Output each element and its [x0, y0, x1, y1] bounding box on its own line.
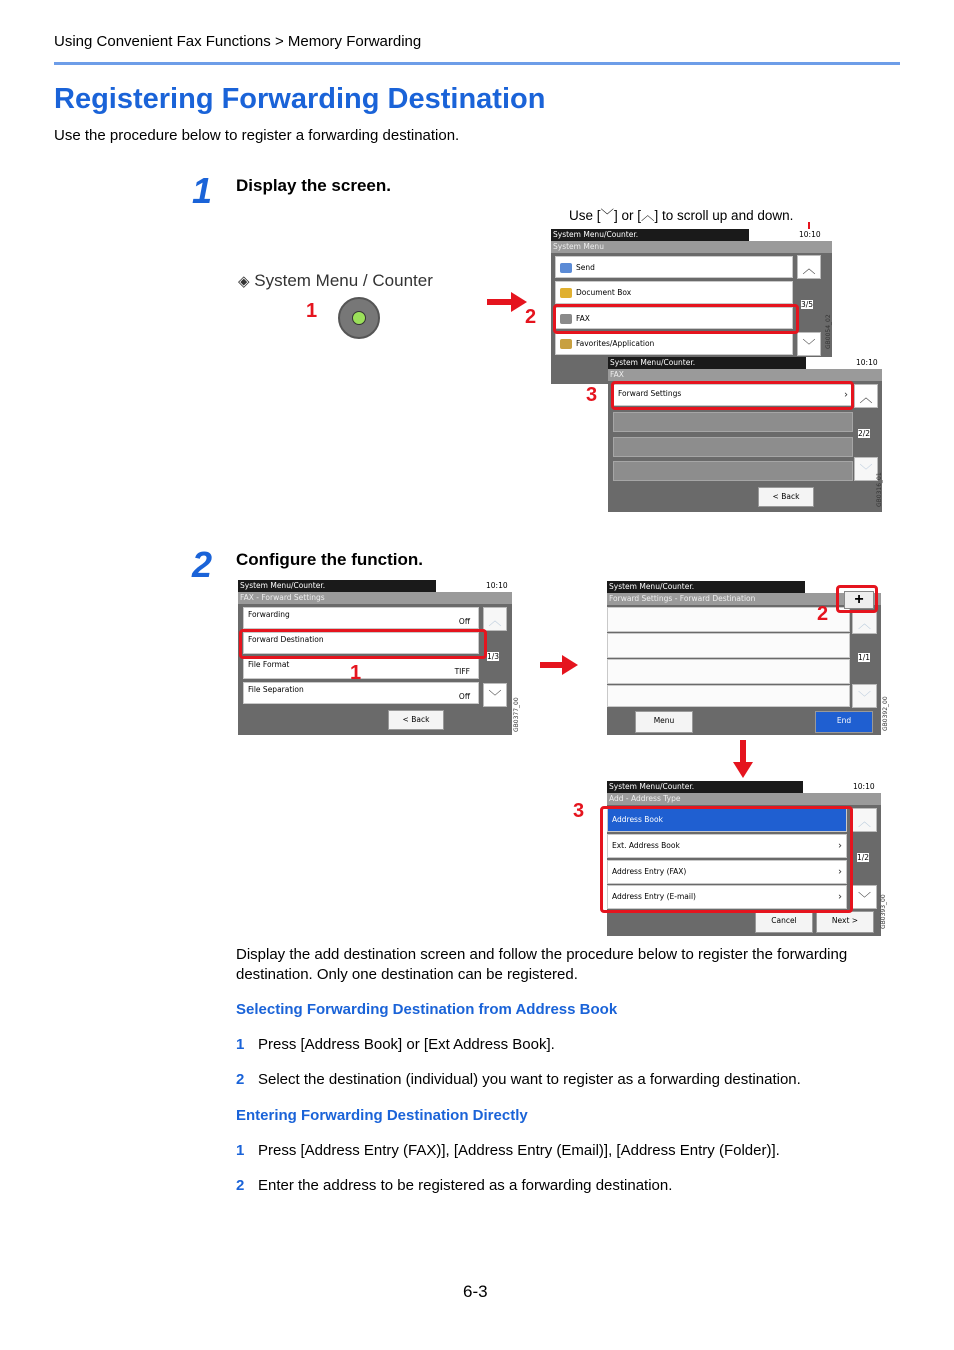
- menu-item-send[interactable]: Send: [555, 256, 793, 278]
- highlight-forward-settings: [611, 381, 854, 410]
- screen-time: 10:10: [853, 782, 875, 791]
- chevron-up-icon: ︿: [859, 390, 873, 406]
- system-menu-key-button[interactable]: [338, 297, 380, 339]
- list-item: 2 Select the destination (individual) you want to register as a forwarding destination.: [236, 1071, 801, 1088]
- scroll-hint: Use [﹀] or [︿] to scroll up and down.: [569, 208, 794, 223]
- image-code: GB0377_00: [513, 697, 520, 732]
- screen-title: System Menu/Counter.: [551, 229, 749, 241]
- section-heading-direct-entry: Entering Forwarding Destination Directly: [236, 1107, 528, 1124]
- page-indicator: 1/3: [487, 652, 500, 661]
- highlight-add-button: [836, 585, 878, 613]
- scroll-down-button[interactable]: [852, 885, 877, 909]
- step-1-title: Display the screen.: [236, 176, 391, 195]
- arrow-right-icon: [540, 655, 578, 675]
- list-item: 1 Press [Address Entry (FAX)], [Address Entry (Email)], [Address Entry (Folder)].: [236, 1142, 780, 1159]
- back-button[interactable]: < Back: [388, 710, 444, 730]
- image-code: GB0392_00: [882, 696, 889, 731]
- end-button[interactable]: End: [815, 711, 873, 733]
- callout-2: 2: [525, 306, 537, 328]
- ext-address-book-option[interactable]: Ext. Address Book ›: [607, 834, 847, 858]
- scroll-up-button[interactable]: [483, 607, 507, 631]
- screen-time: 10:10: [856, 358, 878, 367]
- setting-forward-destination[interactable]: Forward Destination: [243, 632, 479, 654]
- scroll-down-button[interactable]: [483, 683, 507, 707]
- screen-title: System Menu/Counter.: [607, 781, 803, 793]
- add-destination-button[interactable]: +: [844, 591, 874, 609]
- scroll-down-button[interactable]: [852, 684, 877, 708]
- step-2-number: 2: [192, 544, 213, 585]
- send-icon: [560, 263, 572, 273]
- step-2-title: Configure the function.: [236, 550, 423, 569]
- screen-subtitle: System Menu: [551, 241, 832, 253]
- image-code: GB0316_01: [876, 472, 883, 507]
- image-code: GB0393_00: [880, 894, 887, 929]
- chevron-up-icon: ︿: [488, 613, 502, 629]
- favorites-icon: [560, 339, 572, 349]
- arrow-down-icon: [733, 740, 753, 778]
- arrow-right-icon: [487, 292, 527, 312]
- chevron-right-icon: ›: [838, 866, 842, 878]
- highlight-fax: [553, 304, 799, 334]
- list-item: 1 Press [Address Book] or [Ext Address Book].: [236, 1036, 555, 1053]
- chevron-right-icon: ›: [838, 891, 842, 903]
- callout-1: 1: [306, 300, 318, 322]
- screen-title: System Menu/Counter.: [607, 581, 805, 593]
- breadcrumb: Using Convenient Fax Functions > Memory Forwarding: [54, 33, 422, 50]
- callout-3: 3: [573, 800, 585, 822]
- system-menu-key-label: ◈ System Menu / Counter: [238, 271, 433, 290]
- step-1-number: 1: [192, 170, 213, 211]
- scroll-up-button[interactable]: [854, 384, 878, 408]
- destination-row[interactable]: [607, 659, 850, 684]
- setting-file-separation[interactable]: File Separation Off: [243, 682, 479, 704]
- empty-row: [613, 461, 853, 481]
- menu-item-forward-settings[interactable]: Forward Settings ›: [613, 384, 853, 406]
- page-indicator: 2/2: [858, 429, 871, 438]
- menu-item-document-box[interactable]: Document Box: [555, 281, 793, 304]
- back-button[interactable]: < Back: [758, 487, 814, 507]
- screen-time: 10:10: [799, 230, 821, 239]
- list-item: 2 Enter the address to be registered as a forwarding destination.: [236, 1177, 673, 1194]
- screen-title: System Menu/Counter.: [608, 357, 806, 369]
- chevron-down-icon: ﹀: [857, 690, 871, 706]
- chevron-up-icon: ︿: [857, 616, 871, 632]
- page-title: Registering Forwarding Destination: [54, 83, 546, 115]
- menu-item-fax[interactable]: FAX: [555, 307, 793, 329]
- empty-row: [613, 437, 853, 457]
- chevron-right-icon: ›: [844, 389, 848, 401]
- system-menu-icon: ◈: [238, 273, 250, 290]
- destination-row[interactable]: [607, 633, 850, 658]
- destination-row[interactable]: [607, 607, 850, 632]
- page-indicator: 1/1: [858, 653, 871, 662]
- menu-button[interactable]: Menu: [635, 711, 693, 733]
- cancel-button[interactable]: Cancel: [755, 911, 813, 933]
- callout-1: 1: [350, 662, 362, 684]
- chevron-down-icon: ﹀: [859, 463, 873, 479]
- screen-subtitle: FAX: [608, 369, 882, 381]
- callout-3: 3: [586, 384, 598, 406]
- address-book-option[interactable]: Address Book: [607, 808, 847, 832]
- scroll-up-button[interactable]: [797, 255, 821, 279]
- chevron-down-icon: ﹀: [600, 208, 615, 223]
- key-led-icon: [352, 311, 366, 325]
- callout-2: 2: [817, 603, 829, 625]
- screen-subtitle: Add - Address Type: [607, 793, 881, 805]
- destination-row[interactable]: [607, 685, 850, 707]
- address-entry-email-option[interactable]: Address Entry (E-mail) ›: [607, 885, 847, 909]
- scroll-down-button[interactable]: [854, 457, 878, 481]
- menu-item-favorites[interactable]: Favorites/Application: [555, 332, 793, 355]
- page-indicator: 3/5: [801, 300, 814, 309]
- chevron-right-icon: ›: [838, 840, 842, 852]
- highlight-address-types: [600, 806, 853, 913]
- screen-time: 10:10: [486, 581, 508, 590]
- next-button[interactable]: Next >: [816, 911, 874, 933]
- scroll-up-button[interactable]: [852, 808, 877, 832]
- address-entry-fax-option[interactable]: Address Entry (FAX) ›: [607, 860, 847, 884]
- chevron-up-icon: ︿: [802, 261, 816, 277]
- header-divider: [54, 62, 900, 65]
- highlight-forward-destination: [239, 629, 487, 659]
- section-heading-address-book: Selecting Forwarding Destination from Address Book: [236, 1001, 618, 1018]
- setting-forwarding[interactable]: Forwarding Off: [243, 607, 479, 629]
- page-number: 6-3: [463, 1282, 488, 1301]
- chevron-down-icon: ﹀: [488, 689, 502, 705]
- chevron-up-icon: ︿: [641, 208, 655, 223]
- scroll-down-button[interactable]: [797, 332, 821, 356]
- setting-file-format[interactable]: File Format TIFF: [243, 657, 479, 679]
- intro-text: Use the procedure below to register a forwarding destination.: [54, 127, 460, 144]
- screen-title: System Menu/Counter.: [238, 580, 436, 592]
- empty-row: [613, 412, 853, 432]
- document-box-icon: [560, 288, 572, 298]
- instruction-paragraph: Display the add destination screen and follow the procedure below to register the forwarding destination. Only one destination can be registered.: [236, 946, 848, 983]
- chevron-down-icon: ﹀: [802, 338, 816, 354]
- image-code: GB0054_02: [825, 314, 832, 349]
- scroll-up-button[interactable]: [852, 610, 877, 634]
- screen-subtitle: FAX - Forward Settings: [238, 592, 512, 604]
- chevron-down-icon: ﹀: [857, 891, 871, 907]
- screen-subtitle: Forward Settings - Forward Destination: [607, 593, 881, 605]
- chevron-up-icon: ︿: [857, 814, 871, 830]
- page-indicator: 1/2: [857, 853, 870, 862]
